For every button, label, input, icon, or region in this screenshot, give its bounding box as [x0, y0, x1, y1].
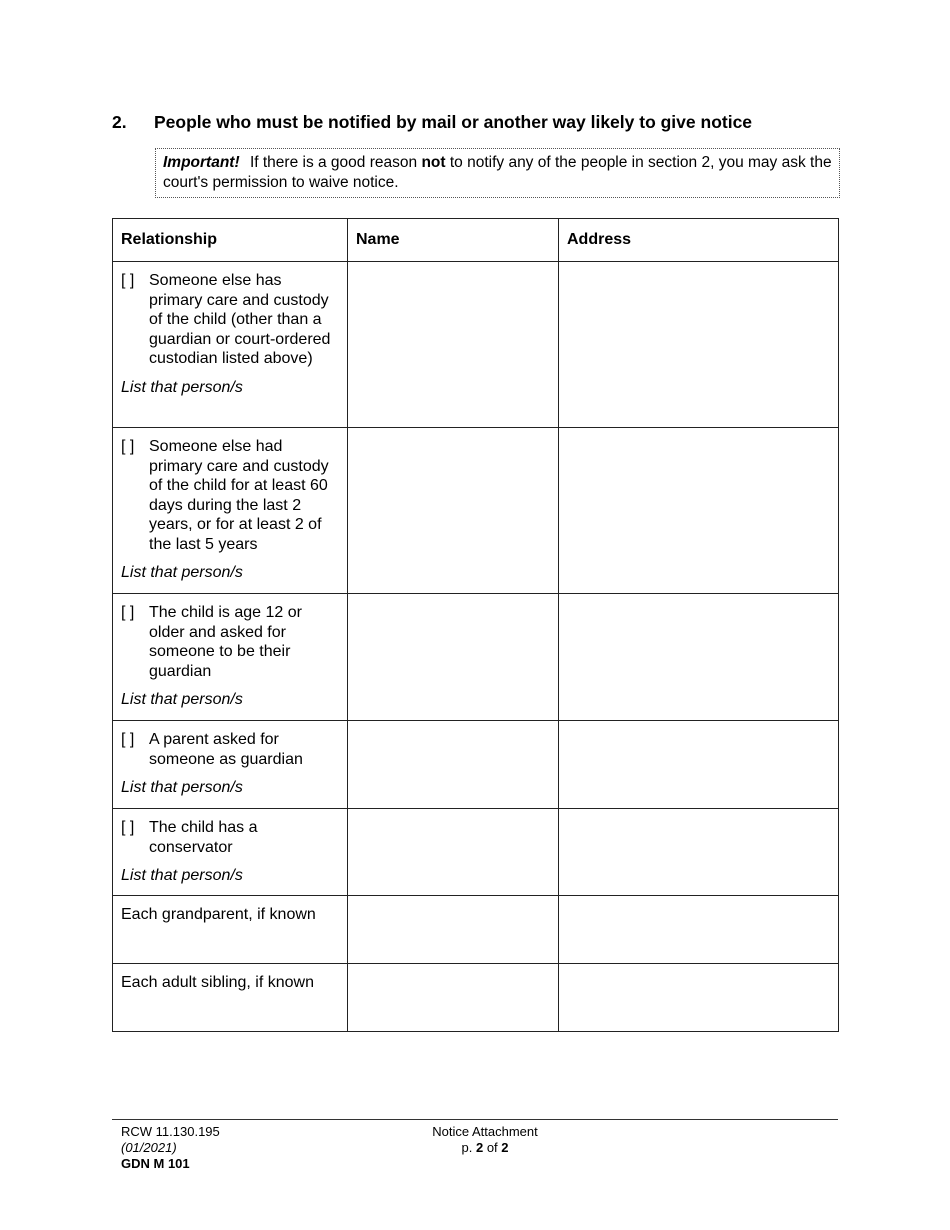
table-row: [113, 721, 839, 809]
name-cell[interactable]: [348, 809, 559, 896]
name-cell[interactable]: [348, 594, 559, 721]
name-cell[interactable]: [348, 896, 559, 964]
address-cell[interactable]: [559, 809, 839, 896]
list-note: List that person/s: [121, 691, 243, 708]
notice-text-after: to notify any of the people in section 2, you may ask the court's permission to waive notice.: [163, 154, 832, 191]
relationship-checkbox[interactable]: [ ]: [121, 272, 135, 289]
page-total: 2: [501, 1140, 509, 1155]
relationship-checkbox[interactable]: [ ]: [121, 438, 135, 455]
relationship-checkbox[interactable]: [ ]: [121, 819, 135, 836]
relationship-checkbox[interactable]: [ ]: [121, 731, 135, 748]
relationship-text: Someone else has primary care and custody of the child (other than a guardian or court-ordered custodian listed above): [149, 272, 331, 367]
name-cell[interactable]: [348, 428, 559, 594]
table-header-row: [113, 219, 839, 262]
relationship-cell: [113, 896, 348, 964]
name-cell[interactable]: [348, 262, 559, 428]
table-row: [113, 896, 839, 964]
table-row: [113, 809, 839, 896]
footer-rcw: RCW 11.130.195: [121, 1124, 220, 1139]
notification-table: [112, 218, 839, 1032]
page-prefix: p.: [461, 1140, 473, 1155]
table-row: [113, 428, 839, 594]
address-cell[interactable]: [559, 428, 839, 594]
name-cell[interactable]: [348, 721, 559, 809]
footer-divider: [112, 1119, 838, 1120]
name-cell[interactable]: [348, 964, 559, 1032]
footer-center: [395, 1124, 575, 1156]
relationship-cell: [113, 721, 348, 809]
relationship-cell: [113, 428, 348, 594]
relationship-cell: [113, 964, 348, 1032]
address-cell[interactable]: [559, 896, 839, 964]
notice-bold-word: not: [421, 154, 446, 171]
section-heading: [112, 112, 842, 133]
important-notice-box: [155, 148, 840, 198]
footer-version: (01/2021): [121, 1140, 177, 1155]
relationship-cell: [113, 809, 348, 896]
page-of: of: [486, 1140, 498, 1155]
table-row: [113, 964, 839, 1032]
list-note: List that person/s: [121, 867, 243, 884]
section-number: 2.: [112, 112, 127, 132]
header-relationship: Relationship: [113, 219, 348, 262]
footer-left: [121, 1124, 220, 1172]
relationship-text: Each adult sibling, if known: [121, 974, 314, 991]
address-cell[interactable]: [559, 262, 839, 428]
relationship-text: Someone else had primary care and custody of the child for at least 60 days during the last 2 years, or for at least 2 of the last 5 years: [149, 438, 329, 553]
relationship-cell: [113, 594, 348, 721]
relationship-checkbox[interactable]: [ ]: [121, 604, 135, 621]
relationship-text: The child is age 12 or older and asked for someone to be their guardian: [149, 604, 302, 680]
footer-form-id: GDN M 101: [121, 1156, 190, 1171]
page-current: 2: [475, 1140, 484, 1155]
list-note: List that person/s: [121, 779, 243, 796]
address-cell[interactable]: [559, 721, 839, 809]
address-cell[interactable]: [559, 964, 839, 1032]
list-note: List that person/s: [121, 564, 243, 581]
relationship-text: Each grandparent, if known: [121, 906, 316, 923]
important-label: Important!: [163, 154, 240, 171]
section-title: People who must be notified by mail or another way likely to give notice: [154, 112, 753, 132]
list-note: List that person/s: [121, 378, 243, 396]
address-cell[interactable]: [559, 594, 839, 721]
notice-text-before: If there is a good reason: [249, 154, 418, 171]
footer-title: Notice Attachment: [432, 1124, 538, 1139]
relationship-cell: [113, 262, 348, 428]
page-number: [395, 1140, 575, 1156]
relationship-text: The child has a conservator: [149, 819, 258, 856]
header-address: Address: [559, 219, 839, 262]
table-row: [113, 262, 839, 428]
header-name: Name: [348, 219, 559, 262]
table-row: [113, 594, 839, 721]
relationship-text: A parent asked for someone as guardian: [149, 731, 303, 768]
